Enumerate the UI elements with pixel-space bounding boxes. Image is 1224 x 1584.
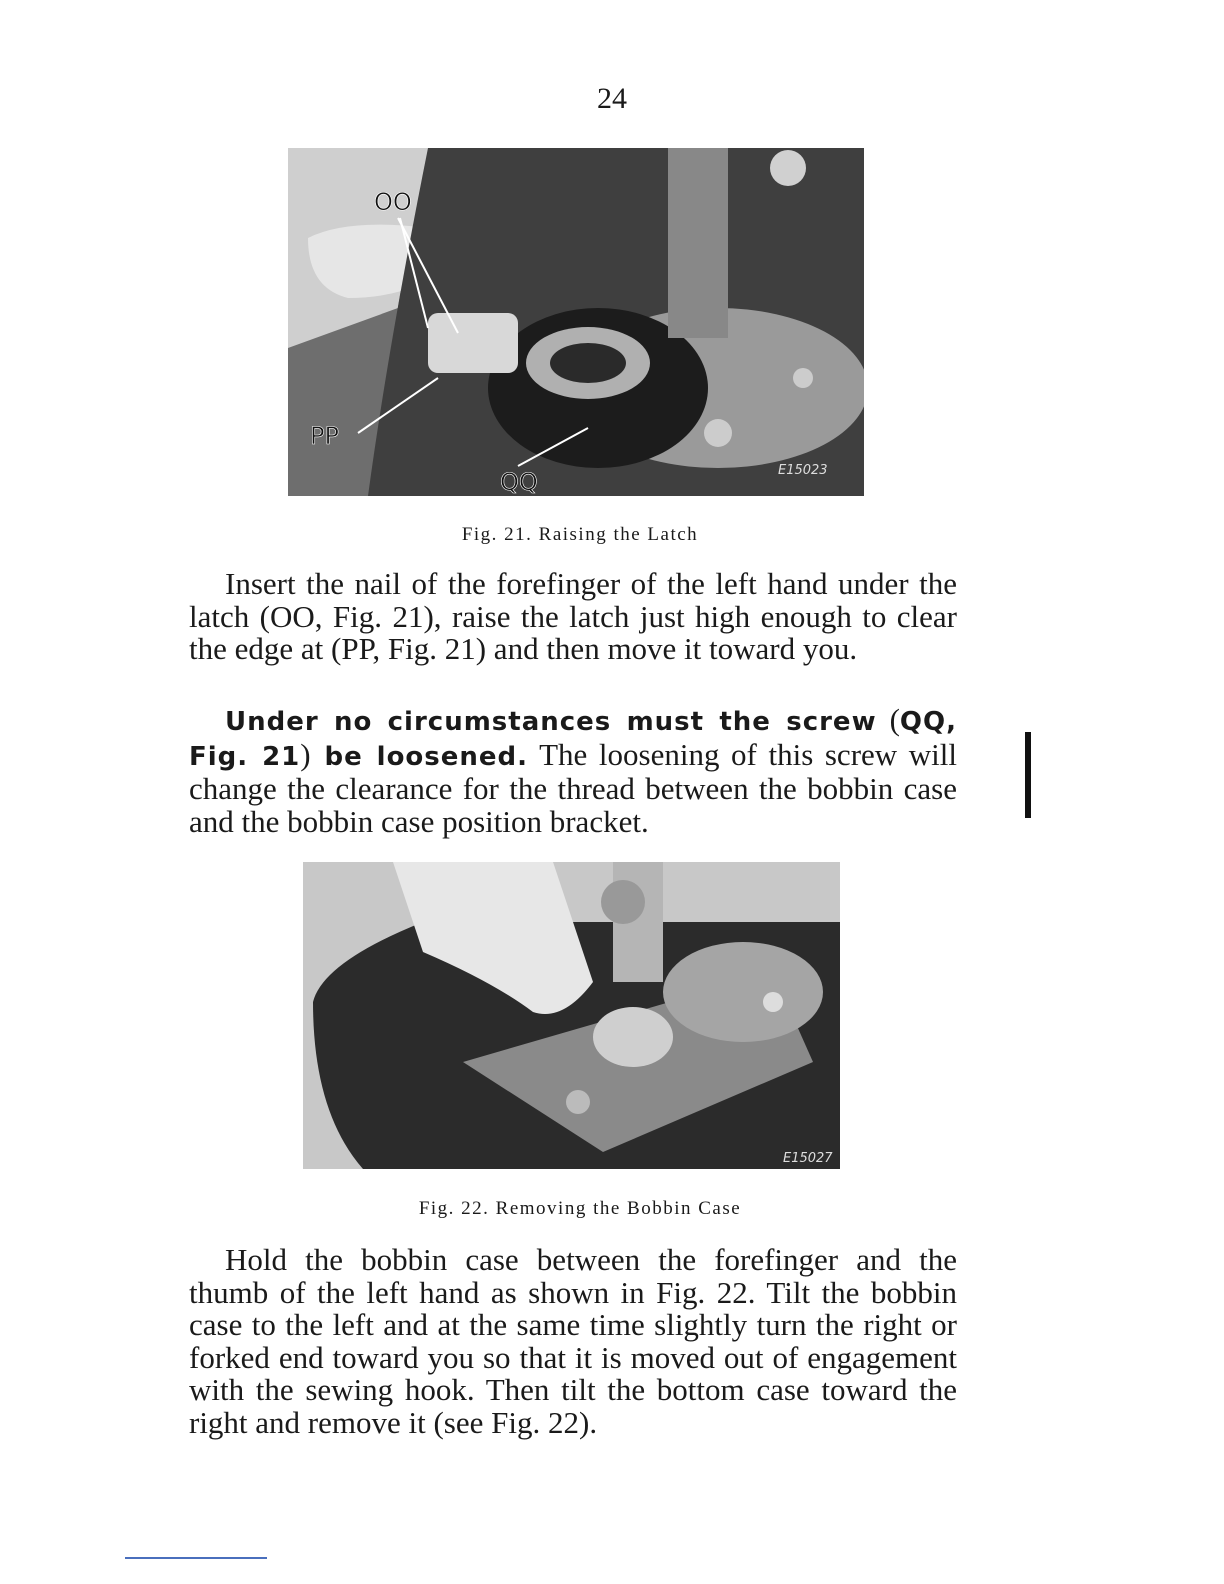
figure-22-illustration: [303, 862, 840, 1169]
figure-21-caption: Fig. 21. Raising the Latch: [461, 524, 699, 545]
figure-22-photo: [303, 862, 840, 1169]
plate-number: E15023: [778, 463, 828, 478]
paragraph-warning: [189, 704, 957, 838]
callout-qq: QQ: [500, 468, 538, 496]
callout-oo: OO: [374, 188, 412, 216]
plate-number-22: E15027: [783, 1151, 833, 1166]
paragraph-latch: Insert the nail of the forefinger of the left hand under the latch (OO, Fig. 21), raise the latch just high enough to clear the edge at (PP, Fig. 21) and then move it toward you.: [189, 566, 957, 666]
margin-bar: [1025, 732, 1031, 818]
warning-text: Under no circumstances must the screw: [225, 707, 877, 737]
warning-loosened: be loosened.: [310, 741, 529, 772]
warning-explanation: The loosening of this screw will change the clearance for the thread between the bobbin case and the bobbin case position bracket.: [189, 736, 957, 839]
paren-close: ): [300, 736, 311, 772]
figure-22-caption: Fig. 22. Removing the Bobbin Case: [418, 1198, 742, 1219]
paren-open: (: [889, 702, 900, 737]
figure-21-illustration: [288, 148, 864, 496]
figure-21-photo: [288, 148, 864, 496]
warning-reference: QQ, Fig. 21: [189, 707, 958, 772]
paragraph-bobbin: Hold the bobbin case between the forefinger and the thumb of the left hand as shown in Fig. 22. Tilt the bobbin case to the left and at the same time slightly turn the right or forked end toward you so that it is moved out of engagement with the sewing hook. Then tilt the bottom case toward the right and remove it (see Fig. 22).: [189, 1242, 957, 1440]
callout-pp: PP: [310, 422, 339, 450]
page-number: 24: [597, 82, 627, 115]
footer-rule: [125, 1557, 267, 1559]
